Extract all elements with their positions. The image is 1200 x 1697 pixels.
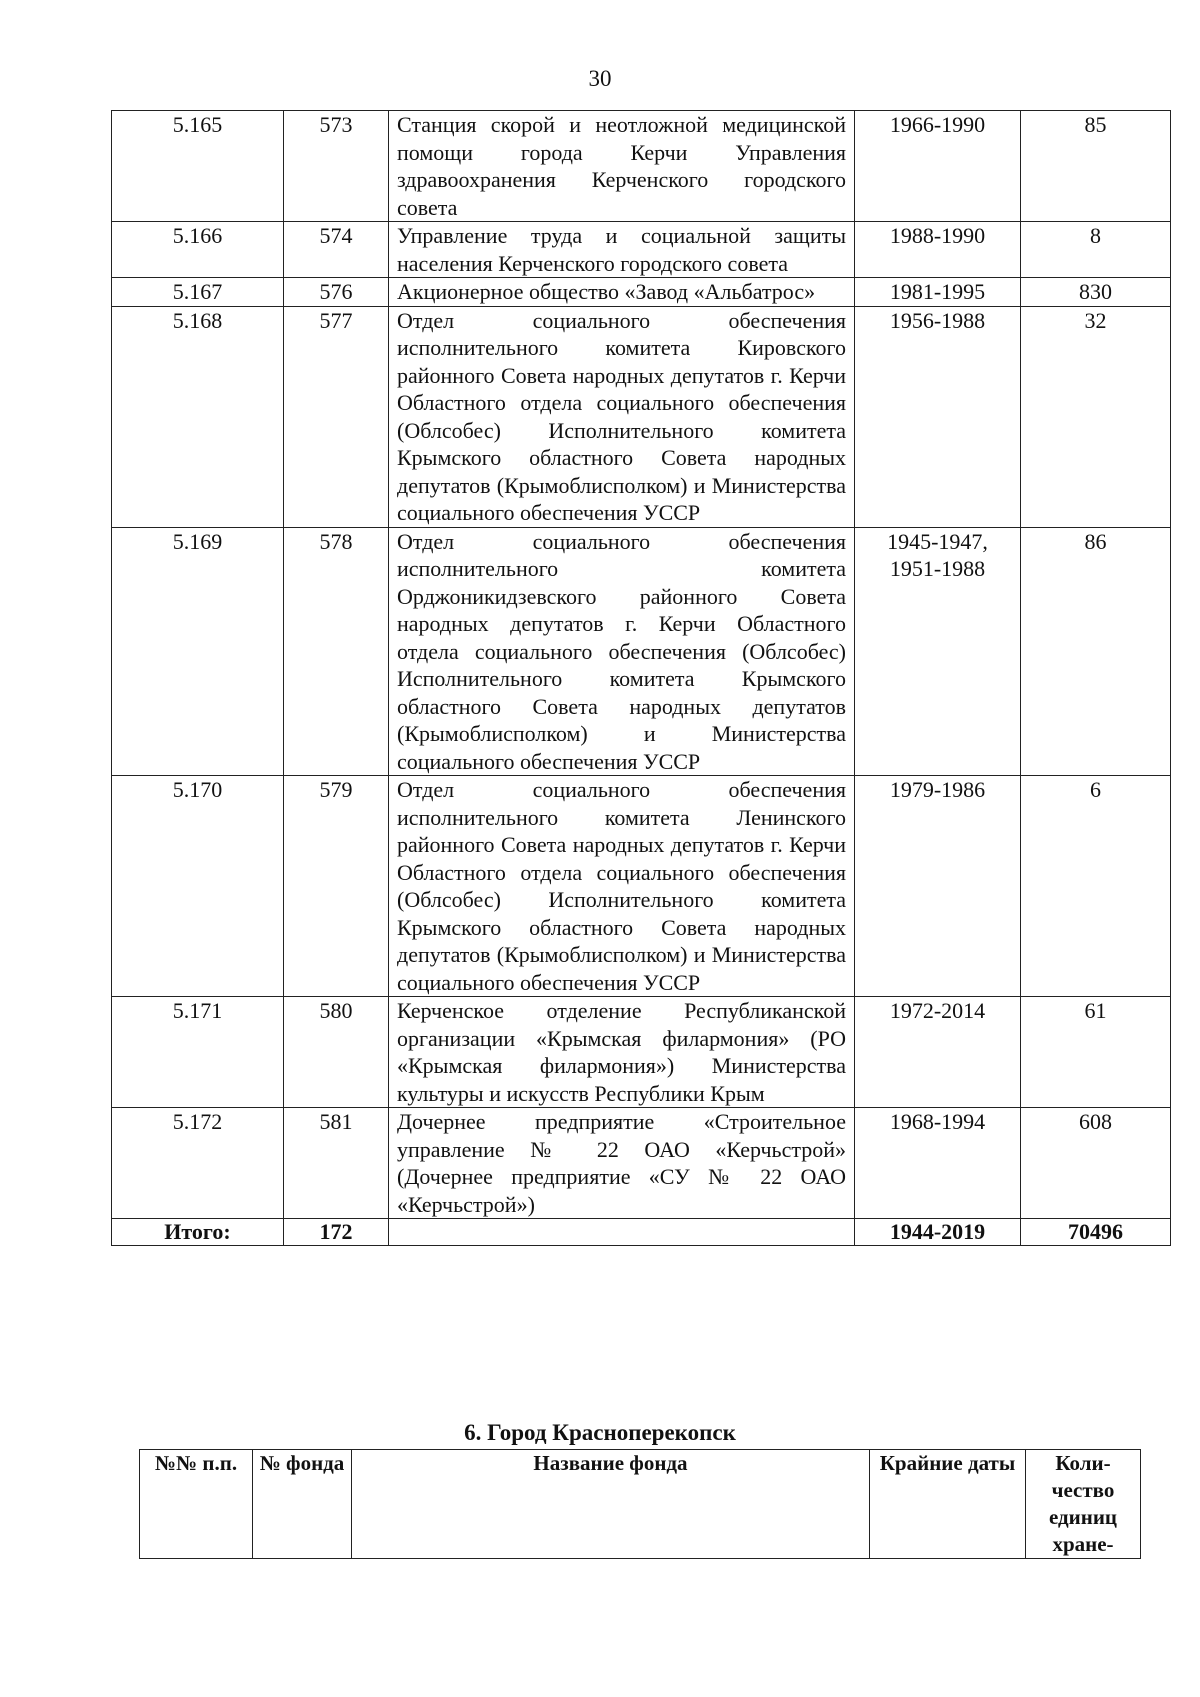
header-num: №№ п.п. xyxy=(140,1450,253,1559)
row-number: 5.166 xyxy=(112,222,284,278)
total-dates: 1944-2019 xyxy=(855,1219,1021,1246)
fund-name: Дочернее предприятие «Строительное управление № 22 ОАО «Керчьстрой» (Дочернее предприятие «СУ № 22 ОАО «Керчьстрой») xyxy=(389,1108,855,1219)
total-units: 70496 xyxy=(1021,1219,1171,1246)
unit-count: 61 xyxy=(1021,997,1171,1108)
fund-name: Керченское отделение Республиканской организации «Крымская филармония» (РО «Крымская филармония») Министерства культуры и искусств Республики Крым xyxy=(389,997,855,1108)
unit-count: 6 xyxy=(1021,776,1171,997)
date-range: 1956-1988 xyxy=(855,306,1021,527)
header-units: Коли-чество единиц хране- xyxy=(1026,1450,1141,1559)
table-row xyxy=(112,1108,1171,1219)
fund-name: Отдел социального обеспечения исполнительного комитета Кировского районного Совета народных депутатов г. Керчи Областного отдела социального обеспечения (Облсобес) Исполнительного комитета Крымского областного Совета народных депутатов (Крымоблисполком) и Министерства социального обеспечения УССР xyxy=(389,306,855,527)
table-row xyxy=(112,278,1171,307)
section-header-table xyxy=(139,1449,1141,1559)
date-range: 1981-1995 xyxy=(855,278,1021,307)
fund-number: 579 xyxy=(284,776,389,997)
header-name: Название фонда xyxy=(352,1450,870,1559)
date-range: 1988-1990 xyxy=(855,222,1021,278)
date-range: 1945-1947, 1951-1988 xyxy=(855,527,1021,776)
row-number: 5.169 xyxy=(112,527,284,776)
fund-name: Отдел социального обеспечения исполнительного комитета Ленинского районного Совета народных депутатов г. Керчи Областного отдела социального обеспечения (Облсобес) Исполнительного комитета Крымского областного Совета народных депутатов (Крымоблисполком) и Министерства социального обеспечения УССР xyxy=(389,776,855,997)
fund-name: Управление труда и социальной защиты населения Керченского городского совета xyxy=(389,222,855,278)
row-number: 5.167 xyxy=(112,278,284,307)
table-row xyxy=(112,222,1171,278)
table-row xyxy=(112,776,1171,997)
page-number: 30 xyxy=(588,66,612,91)
date-range: 1968-1994 xyxy=(855,1108,1021,1219)
unit-count: 32 xyxy=(1021,306,1171,527)
fund-name: Отдел социального обеспечения исполнительного комитета Орджоникидзевского районного Совета народных депутатов г. Керчи Областного отдела социального обеспечения (Облсобес) Исполнительного комитета Крымского областного Совета народных депутатов (Крымоблисполком) и Министерства социального обеспечения УССР xyxy=(389,527,855,776)
row-number: 5.170 xyxy=(112,776,284,997)
unit-count: 608 xyxy=(1021,1108,1171,1219)
funds-table xyxy=(111,110,1171,1246)
row-number: 5.171 xyxy=(112,997,284,1108)
row-number: 5.172 xyxy=(112,1108,284,1219)
section-title: 6. Город Красноперекопск xyxy=(464,1420,736,1445)
fund-number: 574 xyxy=(284,222,389,278)
table-row xyxy=(112,997,1171,1108)
total-empty-cell xyxy=(389,1219,855,1246)
header-row xyxy=(140,1450,1141,1559)
unit-count: 830 xyxy=(1021,278,1171,307)
fund-number: 578 xyxy=(284,527,389,776)
unit-count: 8 xyxy=(1021,222,1171,278)
fund-name: Акционерное общество «Завод «Альбатрос» xyxy=(389,278,855,307)
header-fund: № фонда xyxy=(253,1450,352,1559)
date-range: 1972-2014 xyxy=(855,997,1021,1108)
table-row xyxy=(112,306,1171,527)
row-number: 5.165 xyxy=(112,111,284,222)
row-number: 5.168 xyxy=(112,306,284,527)
table-row xyxy=(112,111,1171,222)
date-range: 1966-1990 xyxy=(855,111,1021,222)
fund-number: 581 xyxy=(284,1108,389,1219)
total-row xyxy=(112,1219,1171,1246)
fund-number: 577 xyxy=(284,306,389,527)
unit-count: 85 xyxy=(1021,111,1171,222)
fund-name: Станция скорой и неотложной медицинской помощи города Керчи Управления здравоохранения Керченского городского совета xyxy=(389,111,855,222)
total-label: Итого: xyxy=(112,1219,284,1246)
date-range: 1979-1986 xyxy=(855,776,1021,997)
total-funds: 172 xyxy=(284,1219,389,1246)
header-dates: Крайние даты xyxy=(870,1450,1026,1559)
unit-count: 86 xyxy=(1021,527,1171,776)
fund-number: 576 xyxy=(284,278,389,307)
fund-number: 580 xyxy=(284,997,389,1108)
table-row xyxy=(112,527,1171,776)
fund-number: 573 xyxy=(284,111,389,222)
